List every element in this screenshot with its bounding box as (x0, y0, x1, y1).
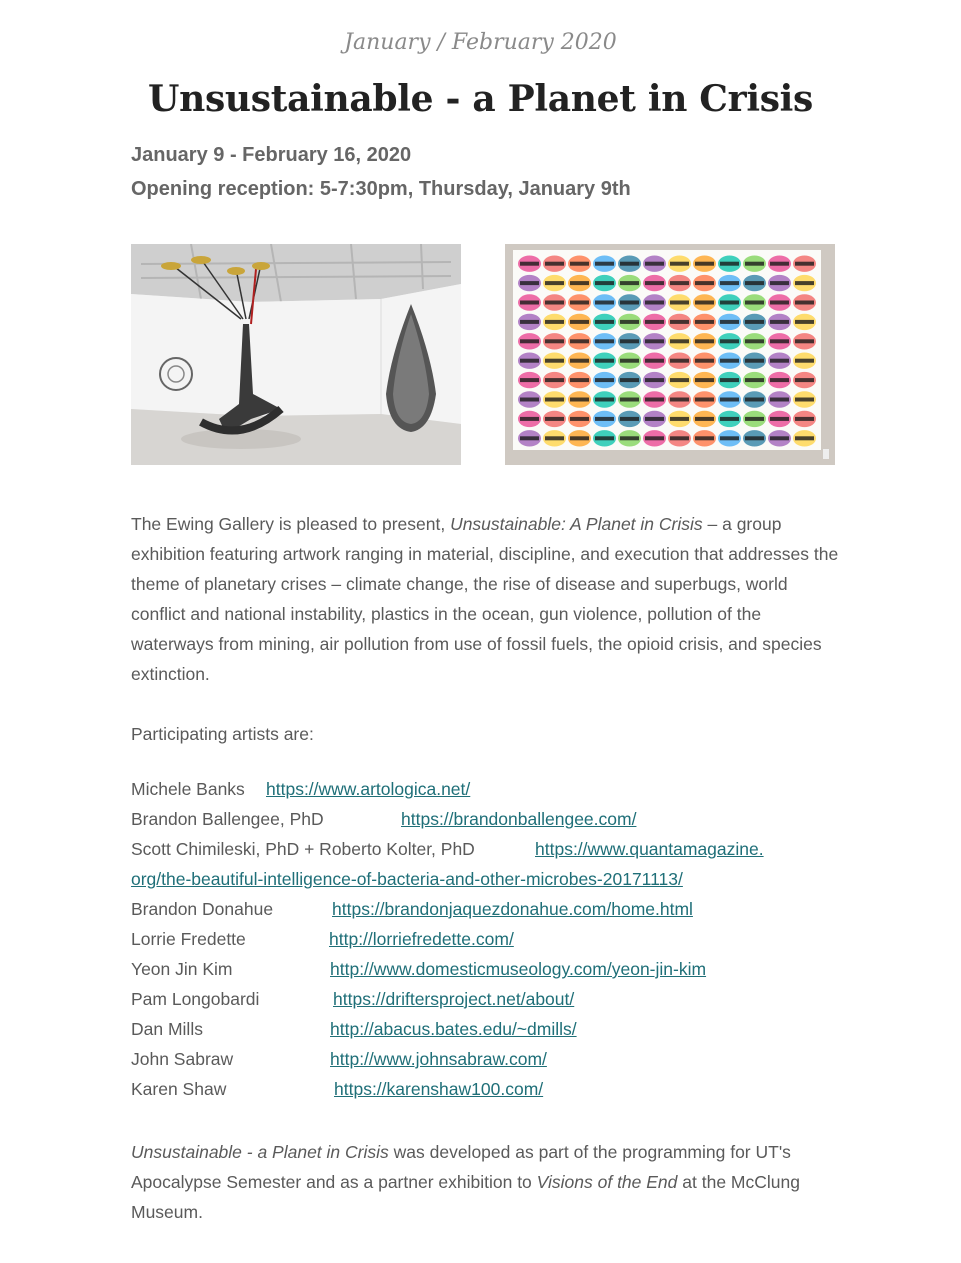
name-tag-mark (768, 391, 791, 407)
participating-label: Participating artists are: (131, 724, 314, 744)
artist-name: Dan Mills (131, 1019, 203, 1039)
name-tag-mark (718, 256, 741, 272)
name-tag-mark (768, 372, 791, 388)
name-tag-mark (643, 353, 666, 369)
name-tag-mark (543, 256, 566, 272)
name-tag-mark (568, 314, 591, 330)
name-tag-mark (518, 275, 541, 291)
name-tag-mark (618, 372, 641, 388)
name-tag-mark (568, 294, 591, 310)
artist-name: Michele Banks (131, 779, 245, 799)
name-tag-mark (643, 430, 666, 446)
name-tag-mark (643, 314, 666, 330)
name-tag-mark (543, 430, 566, 446)
name-tag-mark (543, 314, 566, 330)
name-tag-mark (793, 372, 816, 388)
name-tag-mark (593, 314, 616, 330)
name-tag-mark (693, 314, 716, 330)
name-tag-mark (543, 275, 566, 291)
name-tag-mark (793, 275, 816, 291)
name-tag-mark (618, 294, 641, 310)
name-tag-mark (768, 430, 791, 446)
name-tag-mark (518, 294, 541, 310)
artist-name: Lorrie Fredette (131, 929, 246, 949)
name-tag-mark (793, 294, 816, 310)
exhibition-dates: January 9 - February 16, 2020 (131, 144, 412, 166)
name-tag-mark (668, 411, 691, 427)
name-tag-mark (568, 275, 591, 291)
name-tag-mark (768, 294, 791, 310)
name-tag-mark (618, 411, 641, 427)
artist-link[interactable]: https://www.artologica.net/ (266, 779, 471, 799)
name-tag-mark (768, 353, 791, 369)
intro-exhibition-title: Unsustainable: A Planet in Crisis (450, 514, 703, 534)
name-tag-mark (693, 372, 716, 388)
name-tag-mark (568, 430, 591, 446)
name-tag-mark (668, 314, 691, 330)
artist-row (131, 1044, 547, 1074)
artist-row-continuation (131, 864, 683, 894)
name-tag-mark (593, 372, 616, 388)
name-tag-mark (693, 411, 716, 427)
name-tag-mark (668, 372, 691, 388)
name-tag-mark (543, 294, 566, 310)
artist-row (131, 954, 707, 984)
name-tag-mark (593, 275, 616, 291)
artist-row (131, 834, 764, 864)
name-tag-mark (668, 391, 691, 407)
name-tag-mark (668, 353, 691, 369)
artist-link[interactable]: http://www.johnsabraw.com/ (330, 1049, 547, 1069)
name-tag-mark (718, 372, 741, 388)
name-tag-mark (793, 256, 816, 272)
names-wall-artwork-photo (505, 244, 835, 465)
name-tag-mark (768, 411, 791, 427)
name-tag-mark (618, 391, 641, 407)
closing-paragraph (131, 1137, 841, 1227)
name-tag-mark (568, 353, 591, 369)
artist-link[interactable]: https://karenshaw100.com/ (334, 1079, 544, 1099)
name-tag-mark (718, 391, 741, 407)
name-tag-mark (768, 275, 791, 291)
name-tag-mark (543, 411, 566, 427)
name-tag-mark (718, 294, 741, 310)
name-tag-mark (543, 333, 566, 349)
name-tag-mark (718, 411, 741, 427)
name-tag-mark (718, 353, 741, 369)
name-tag-mark (793, 314, 816, 330)
name-tag-mark (568, 256, 591, 272)
name-tag-mark (593, 256, 616, 272)
name-tag-mark (668, 256, 691, 272)
name-tag-mark (518, 333, 541, 349)
name-tag-mark (768, 333, 791, 349)
name-tag-mark (743, 333, 766, 349)
name-tag-mark (593, 430, 616, 446)
name-tag-mark (618, 275, 641, 291)
name-tag-mark (568, 391, 591, 407)
artist-link[interactable]: http://abacus.bates.edu/~dmills/ (330, 1019, 577, 1039)
name-tag-mark (593, 294, 616, 310)
name-tag-mark (768, 256, 791, 272)
name-tag-mark (518, 314, 541, 330)
artist-name: Scott Chimileski, PhD + Roberto Kolter, PhD (131, 839, 475, 859)
artist-name: Brandon Ballengee, PhD (131, 809, 324, 829)
name-tag-mark (743, 256, 766, 272)
name-tag-mark (743, 314, 766, 330)
name-tag-mark (518, 430, 541, 446)
name-tag-mark (518, 372, 541, 388)
artist-name: Brandon Donahue (131, 899, 274, 919)
name-tag-mark (643, 275, 666, 291)
name-tag-mark (568, 372, 591, 388)
intro-text-2: – a group exhibition featuring artwork ranging in material, discipline, and execution that addresses the theme of planetary crises – climate change, the rise of disease and superbugs, world conflict and national instability, plastics in the ocean, gun violence, pollution of the waterways from mining, air pollution from use of fossil fuels, the opioid crisis, and species extinction. (131, 514, 839, 684)
name-tag-mark (718, 314, 741, 330)
name-tag-mark (793, 411, 816, 427)
name-tag-mark (768, 314, 791, 330)
issue-date: January / February 2020 (344, 30, 617, 55)
name-tag-mark (543, 353, 566, 369)
artist-row (131, 924, 514, 954)
artist-name: Karen Shaw (131, 1079, 227, 1099)
name-tag-mark (643, 372, 666, 388)
name-tag-mark (693, 391, 716, 407)
artist-row (131, 1074, 544, 1104)
name-tag-mark (693, 275, 716, 291)
name-tag-mark (618, 353, 641, 369)
gallery-installation-photo (131, 244, 461, 465)
name-tag-mark (743, 411, 766, 427)
name-tag-mark (593, 391, 616, 407)
name-tag-mark (643, 333, 666, 349)
name-tag-mark (618, 333, 641, 349)
artist-name: Pam Longobardi (131, 989, 260, 1009)
name-tag-mark (593, 353, 616, 369)
artist-link[interactable]: https://brandonjaquezdonahue.com/home.html (332, 899, 693, 919)
artist-row (131, 984, 575, 1014)
closing-partner-title: Visions of the End (536, 1172, 678, 1192)
artist-name: John Sabraw (131, 1049, 234, 1069)
artist-name: Yeon Jin Kim (131, 959, 233, 979)
name-tag-mark (568, 333, 591, 349)
closing-text-1: was developed as part of the programming for UT's Apocalypse Semester and as a partner exhibition to (131, 1142, 791, 1192)
intro-paragraph (131, 509, 841, 689)
name-tag-mark (518, 353, 541, 369)
name-tag-mark (743, 353, 766, 369)
name-tag-mark (668, 275, 691, 291)
name-tag-mark (543, 372, 566, 388)
name-tag-mark (618, 314, 641, 330)
artist-link[interactable]: https://driftersproject.net/about/ (333, 989, 575, 1009)
name-tag-mark (643, 411, 666, 427)
artist-row (131, 894, 693, 924)
name-tag-mark (793, 353, 816, 369)
name-tag-mark (693, 333, 716, 349)
name-tag-mark (668, 294, 691, 310)
name-tag-mark (643, 391, 666, 407)
name-tag-mark (518, 256, 541, 272)
opening-reception: Opening reception: 5-7:30pm, Thursday, January 9th (131, 178, 631, 200)
name-tag-mark (693, 430, 716, 446)
name-tag-mark (593, 411, 616, 427)
name-tag-mark (743, 275, 766, 291)
name-tag-mark (618, 430, 641, 446)
name-tag-mark (693, 294, 716, 310)
closing-text-2: at the McClung Museum. (131, 1172, 800, 1222)
name-tag-mark (743, 391, 766, 407)
name-tag-mark (718, 333, 741, 349)
name-tag-mark (693, 256, 716, 272)
name-tag-mark (793, 391, 816, 407)
name-tag-mark (793, 430, 816, 446)
name-tag-mark (693, 353, 716, 369)
name-tag-mark (718, 275, 741, 291)
name-tag-mark (618, 256, 641, 272)
name-tag-mark (543, 391, 566, 407)
name-tag-mark (518, 391, 541, 407)
intro-text-1: The Ewing Gallery is pleased to present, (131, 514, 451, 534)
artist-link-continuation[interactable]: org/the-beautiful-intelligence-of-bacteria-and-other-microbes-20171113/ (131, 869, 683, 889)
page-title: Unsustainable - a Planet in Crisis (147, 78, 814, 120)
name-tag-mark (568, 411, 591, 427)
name-tag-mark (743, 430, 766, 446)
artist-link[interactable]: https://brandonballengee.com/ (401, 809, 637, 829)
name-tag-mark (643, 256, 666, 272)
artist-row (131, 804, 637, 834)
artist-link[interactable]: https://www.quantamagazine. (535, 839, 764, 859)
artist-row (131, 774, 471, 804)
name-tag-mark (668, 333, 691, 349)
closing-exhibition-title: Unsustainable - a Planet in Crisis (131, 1142, 389, 1162)
name-tag-mark (793, 333, 816, 349)
name-tag-mark (668, 430, 691, 446)
name-tag-mark (743, 372, 766, 388)
name-tag-mark (593, 333, 616, 349)
artist-link[interactable]: http://www.domesticmuseology.com/yeon-jin-kim (330, 959, 707, 979)
name-tag-mark (518, 411, 541, 427)
artist-link[interactable]: http://lorriefredette.com/ (329, 929, 514, 949)
name-tag-mark (643, 294, 666, 310)
artist-row (131, 1014, 577, 1044)
name-tag-mark (743, 294, 766, 310)
name-tag-mark (718, 430, 741, 446)
